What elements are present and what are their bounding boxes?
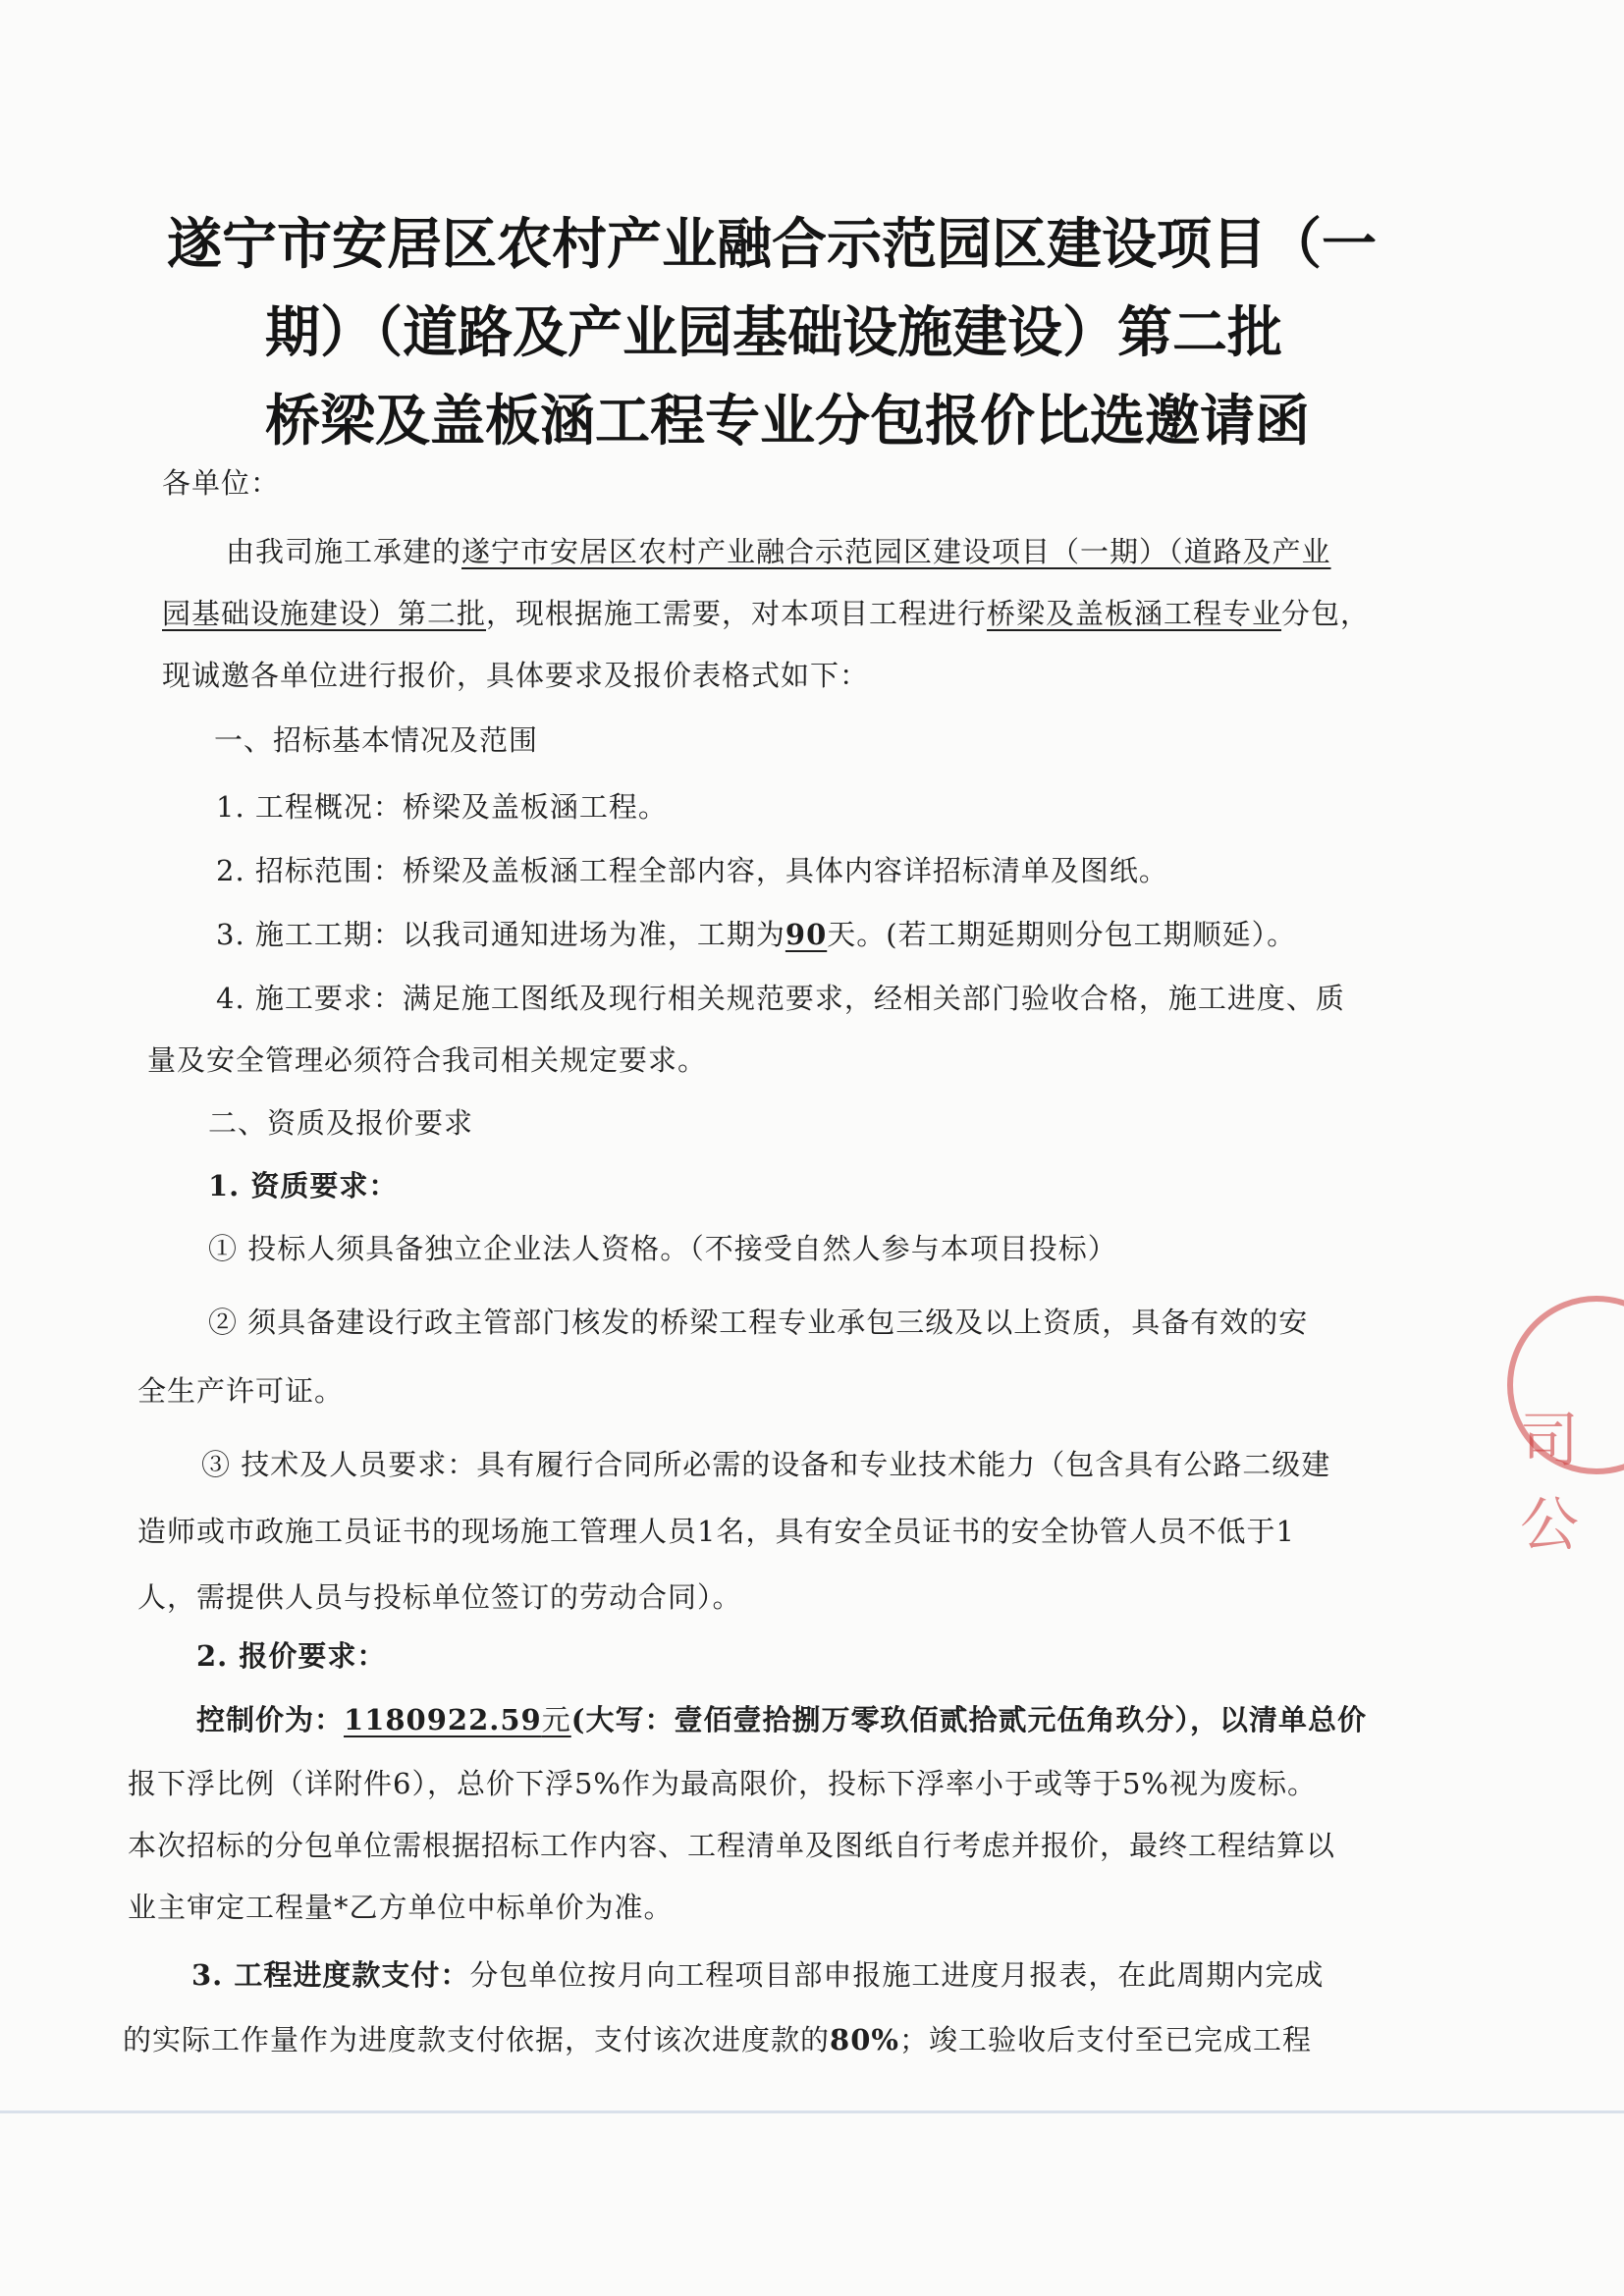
qualification-3-line-1: ③ 技术及人员要求：具有履行合同所必需的设备和专业技术能力（包含具有公路二级建 [201,1448,1331,1481]
payment-percent: 80% [830,2023,899,2056]
intro-line-3: 现诚邀各单位进行报价，具体要求及报价表格式如下： [162,659,870,692]
page-divider [0,2110,1624,2113]
control-price: 1180922.59 [344,1703,542,1736]
seal-text: 司公 [1520,1407,1579,1560]
qualification-3-line-3: 人，需提供人员与投标单位签订的劳动合同）。 [137,1580,742,1614]
price-line-3: 本次招标的分包单位需根据招标工作内容、工程清单及图纸自行考虑并报价，最终工程结算以 [128,1829,1336,1862]
qualification-heading: 1. 资质要求： [208,1169,399,1202]
duration-days: 90 [785,918,828,951]
title-line-1: 遂宁市安居区农村产业融合示范园区建设项目（一 [167,213,1377,277]
price-line-4: 业主审定工程量*乙方单位中标单价为准。 [128,1891,674,1924]
payment-line-1: 3. 工程进度款支付：分包单位按月向工程项目部申报施工进度月报表，在此周期内完成 [191,1958,1325,1992]
intro-line-2: 园基础设施建设）第二批，现根据施工需要，对本项目工程进行桥梁及盖板涵工程专业分包， [162,597,1371,630]
qualification-3-line-2: 造师或市政施工员证书的现场施工管理人员1名，具有安全员证书的安全协管人员不低于1 [137,1515,1295,1548]
project-name: 遂宁市安居区农村产业融合示范园区建设项目（一期）（道路及产业 [461,535,1331,568]
price-line-2: 报下浮比例（详附件6），总价下浮5%作为最高限价，投标下浮率小于或等于5%视为废标。 [128,1767,1317,1800]
intro-line-1: 由我司施工承建的遂宁市安居区农村产业融合示范园区建设项目（一期）（道路及产业 [226,535,1331,568]
section1-item-2: 2. 招标范围：桥梁及盖板涵工程全部内容，具体内容详招标清单及图纸。 [216,854,1168,887]
title-line-3: 桥梁及盖板涵工程专业分包报价比选邀请函 [265,390,1310,454]
qualification-2-line-1: ② 须具备建设行政主管部门核发的桥梁工程专业承包三级及以上资质，具备有效的安 [208,1306,1309,1339]
section1-item-4-line-1: 4. 施工要求：满足施工图纸及现行相关规范要求，经相关部门验收合格，施工进度、质 [216,982,1345,1015]
qualification-2-line-2: 全生产许可证。 [137,1374,345,1408]
payment-line-2: 的实际工作量作为进度款支付依据，支付该次进度款的80%；竣工验收后支付至已完成工程 [123,2023,1312,2056]
section1-item-3: 3. 施工工期：以我司通知进场为准，工期为90天。(若工期延期则分包工期顺延）。 [216,918,1297,951]
qualification-1: ① 投标人须具备独立企业法人资格。（不接受自然人参与本项目投标） [208,1232,1117,1265]
title-line-2: 期）（道路及产业园基础设施建设）第二批 [265,301,1282,365]
salutation: 各单位： [162,466,281,500]
section1-item-4-line-2: 量及安全管理必须符合我司相关规定要求。 [147,1043,708,1077]
section1-heading: 一、招标基本情况及范围 [214,723,539,757]
section2-heading: 二、资质及报价要求 [208,1106,474,1140]
price-line-1: 控制价为：1180922.59元(大写：壹佰壹拾捌万零玖佰贰拾贰元伍角玖分），以清单总价 [196,1703,1367,1736]
price-heading: 2. 报价要求： [196,1639,387,1673]
section1-item-1: 1. 工程概况：桥梁及盖板涵工程。 [216,790,668,824]
work-scope: 桥梁及盖板涵工程专业 [987,597,1282,630]
